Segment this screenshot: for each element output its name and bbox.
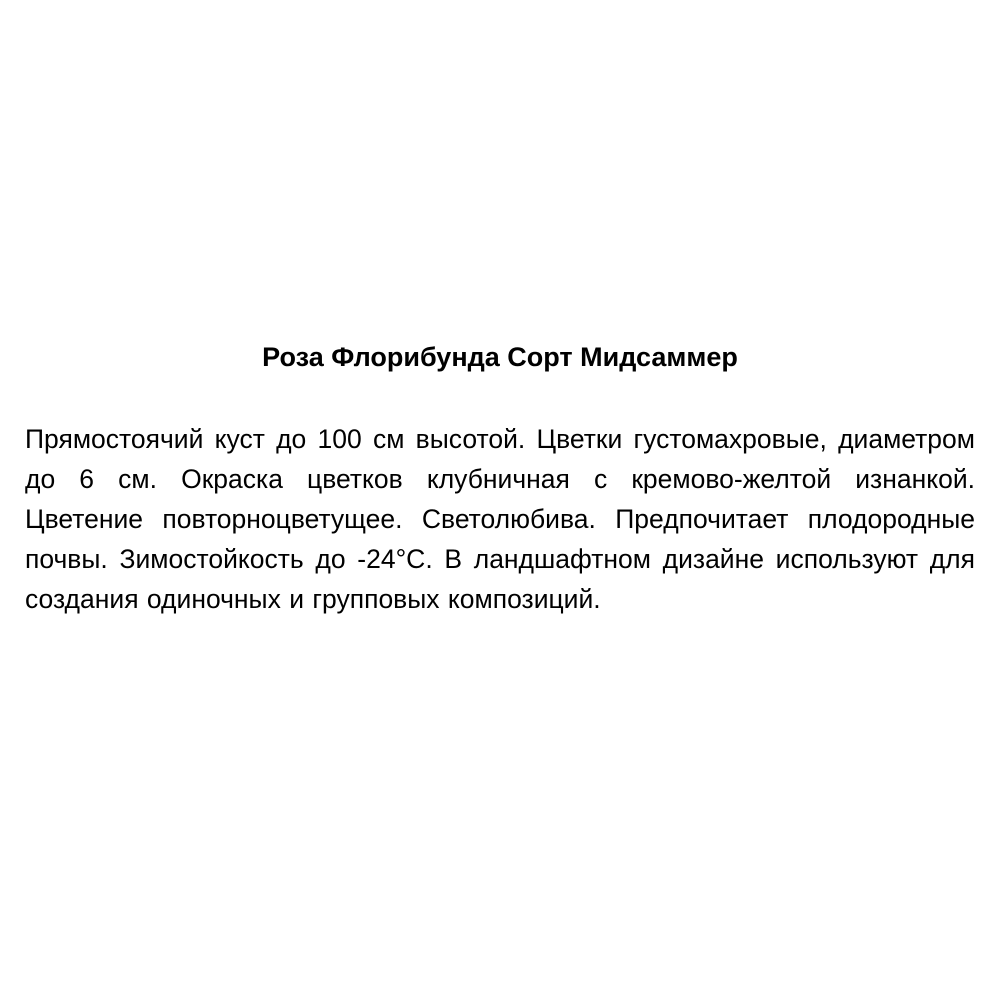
- product-description: Прямостоячий куст до 100 см высотой. Цветки густомахровые, диаметром до 6 см. Окраска цветков клубничная с кремово-желтой изнанкой. Цветение повторноцветущее. Светолюбива. Предпочитает плодородные почвы. Зимостойкость до -24°С. В ландшафтном дизайне используют для создания одиночных и групповых композиций.: [25, 424, 975, 614]
- product-title: Роза Флорибунда Сорт Мидсаммер: [262, 342, 738, 372]
